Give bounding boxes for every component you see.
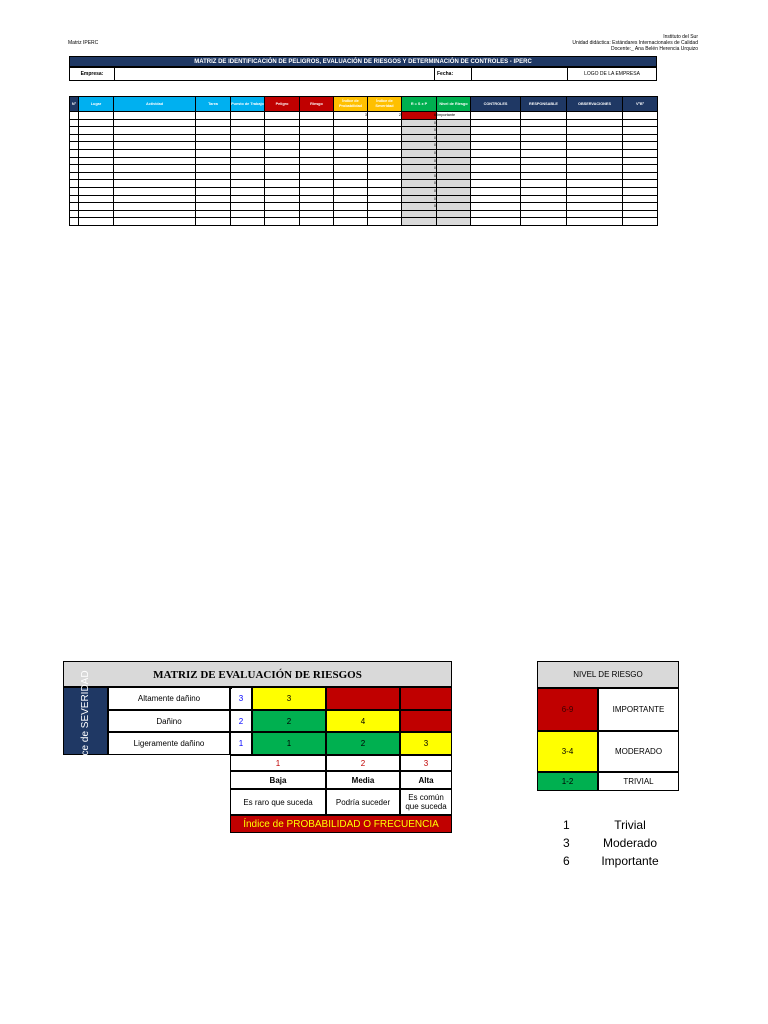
table-row <box>70 134 658 142</box>
severity-index: 3 <box>230 687 252 710</box>
logo-placeholder: LOGO DE LA EMPRESA <box>584 71 640 77</box>
prob-desc: Es común que suceda <box>400 789 452 815</box>
matrix-cell: 2 <box>326 732 400 755</box>
iperc-title: MATRIZ DE IDENTIFICACIÓN DE PELIGROS, EVALUACIÓN DE RIESGOS Y DETERMINACIÓN DE CONTROLES - IPERC <box>69 56 657 67</box>
prob-desc: Podría suceder <box>326 789 400 815</box>
risk-level-label: MODERADO <box>598 731 679 772</box>
prob-label: Alta <box>400 771 452 789</box>
col-header: Riesgo <box>300 97 334 112</box>
sev-cell[interactable]: 2 <box>368 112 402 120</box>
severity-label: Dañino <box>108 710 230 732</box>
risk-matrix-title: MATRIZ DE EVALUACIÓN DE RIESGOS <box>63 661 452 687</box>
empresa-label: Empresa: <box>70 68 115 80</box>
prob-index: 2 <box>326 755 400 771</box>
severity-label: Altamente dañino <box>108 687 230 710</box>
institute-name: Instituto del Sur <box>663 34 698 40</box>
table-row <box>70 195 658 203</box>
table-row <box>70 127 658 135</box>
risk-value-cell: 0 <box>402 165 437 173</box>
doc-header-left: Matriz IPERC <box>68 40 99 46</box>
col-header: Actividad <box>114 97 196 112</box>
matrix-cell: 3 <box>252 687 326 710</box>
legend-item: 1 Trivial <box>563 818 646 832</box>
risk-value-cell: 0 <box>402 180 437 188</box>
col-header: Peligro <box>265 97 300 112</box>
table-row <box>70 172 658 180</box>
col-header: Nivel de Riesgo <box>437 97 471 112</box>
risk-value-cell: 0 <box>402 127 437 135</box>
table-row <box>70 180 658 188</box>
empresa-field[interactable] <box>115 68 435 80</box>
table-row <box>70 187 658 195</box>
prob-label: Baja <box>230 771 326 789</box>
matrix-cell: 3 <box>400 732 452 755</box>
probability-axis-label: Índice de PROBABILIDAD O FRECUENCIA <box>230 815 452 833</box>
table-row <box>70 142 658 150</box>
risk-value-cell: 0 <box>402 142 437 150</box>
matrix-cell: 6 <box>326 687 400 710</box>
matrix-cell: 4 <box>326 710 400 732</box>
col-header: CONTROLES <box>471 97 521 112</box>
risk-legend <box>563 816 669 870</box>
col-header: RESPONSABLE <box>521 97 567 112</box>
matrix-cell: 1 <box>252 732 326 755</box>
risk-value-cell: 0 <box>402 203 437 211</box>
fecha-field[interactable] <box>472 68 568 80</box>
table-row <box>70 112 658 120</box>
severity-index: 1 <box>230 732 252 755</box>
prob-cell[interactable]: 3 <box>334 112 368 120</box>
risk-value-cell: 0 <box>402 119 437 127</box>
risk-value-cell: 0 <box>402 134 437 142</box>
prob-label: Media <box>326 771 400 789</box>
risk-level-title: NIVEL DE RIESGO <box>537 661 679 688</box>
col-header: R = S x P <box>402 97 437 112</box>
risk-range: 1-2 <box>537 772 598 791</box>
col-header: Lugar <box>79 97 114 112</box>
course-name: Unidad didáctica: Estándares Internacionales de Calidad <box>572 40 698 46</box>
risk-level-label: TRIVIAL <box>598 772 679 791</box>
risk-level-cell: Importante <box>437 112 471 120</box>
risk-value-cell: 0 <box>402 149 437 157</box>
table-row <box>70 119 658 127</box>
risk-value-cell: 6 <box>402 112 437 120</box>
matrix-cell: 9 <box>400 687 452 710</box>
legend-item: 3 Moderado <box>563 836 658 850</box>
severity-label: Ligeramente dañino <box>108 732 230 755</box>
table-row <box>70 203 658 211</box>
fecha-label: Fecha: <box>435 68 472 80</box>
risk-value-cell: 0 <box>402 157 437 165</box>
prob-index: 1 <box>230 755 326 771</box>
teacher-name: Docente:_ Ana Belén Herencia Urquizo <box>611 46 698 52</box>
table-row <box>70 149 658 157</box>
matrix-cell: 6 <box>400 710 452 732</box>
doc-header-right <box>572 34 698 52</box>
col-header: Tarea <box>196 97 231 112</box>
company-info-row <box>69 67 657 81</box>
table-row <box>70 210 658 218</box>
risk-value-cell: 0 <box>402 172 437 180</box>
col-header: VºBº <box>623 97 658 112</box>
risk-level-label: IMPORTANTE <box>598 688 679 731</box>
prob-index: 3 <box>400 755 452 771</box>
matrix-cell: 2 <box>252 710 326 732</box>
col-header: Índice de Severidad <box>368 97 402 112</box>
severity-axis-label: Índice de SEVERIDAD <box>63 687 108 755</box>
severity-index: 2 <box>230 710 252 732</box>
legend-item: 6 Importante <box>563 854 659 868</box>
risk-range: 6-9 <box>537 688 598 731</box>
table-header-row <box>70 97 658 112</box>
col-header: Índice de Probabilidad <box>334 97 368 112</box>
col-header: N° <box>70 97 79 112</box>
col-header: Puesto de Trabajo <box>231 97 265 112</box>
table-row <box>70 157 658 165</box>
risk-value-cell: 0 <box>402 195 437 203</box>
prob-desc: Es raro que suceda <box>230 789 326 815</box>
table-row <box>70 165 658 173</box>
col-header: OBSERVACIONES <box>567 97 623 112</box>
iperc-table <box>69 96 658 226</box>
risk-range: 3-4 <box>537 731 598 772</box>
risk-value-cell: 0 <box>402 187 437 195</box>
table-row <box>70 218 658 226</box>
